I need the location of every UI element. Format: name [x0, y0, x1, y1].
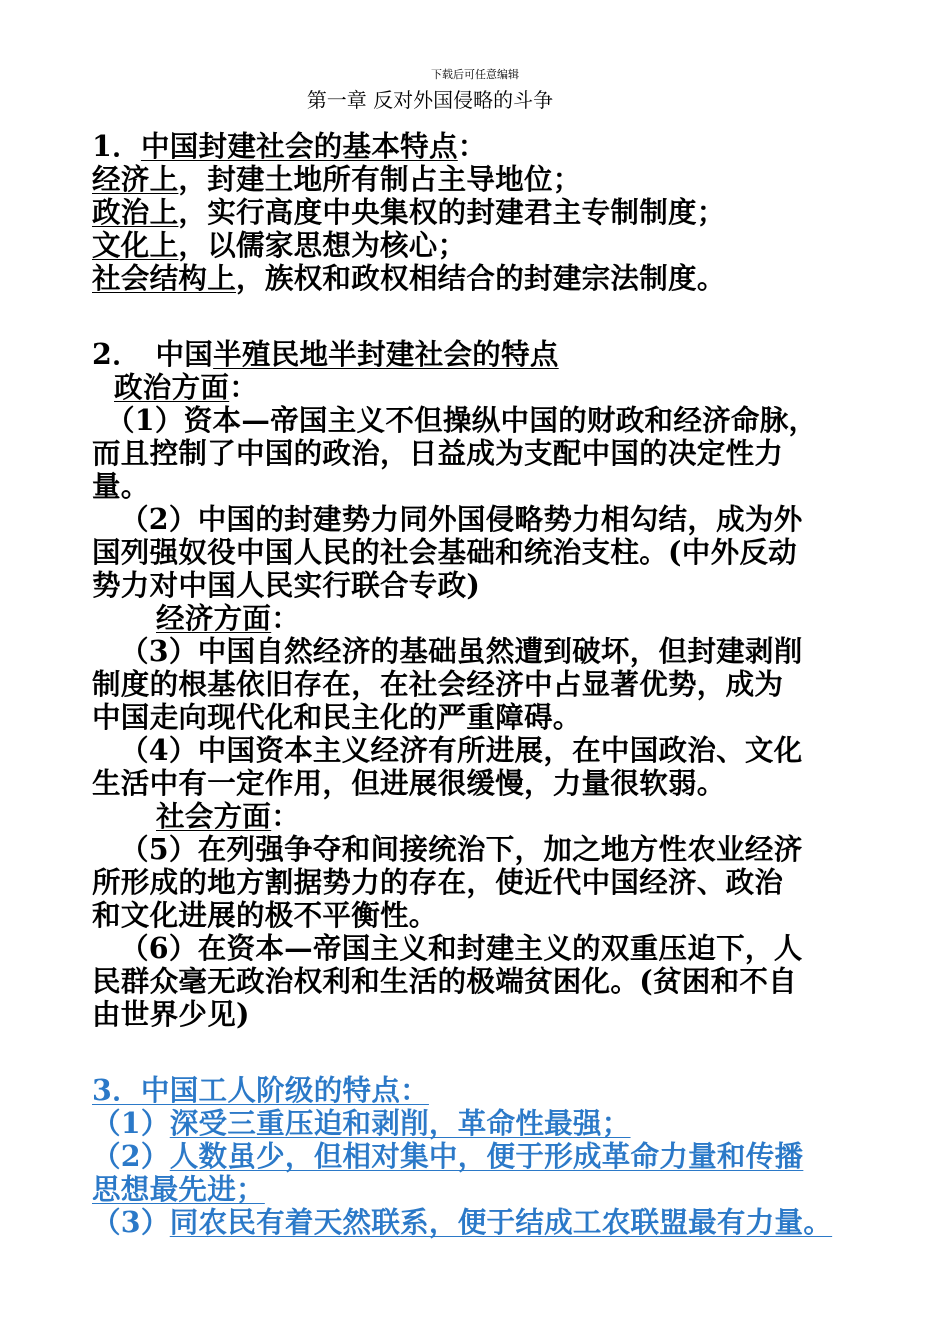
paragraph-1-line-1: （1）资本—帝国主义不但操纵中国的财政和经济命脉，	[106, 403, 818, 437]
paragraph-1-line-3: 量。	[92, 469, 150, 503]
paragraph-2-line-1: （2）中国的封建势力同外国侵略势力相勾结，成为外	[120, 502, 803, 536]
section1-item-culture: 文化上，以儒家思想为核心；	[92, 228, 467, 262]
paragraph-5-line-1: （5）在列强争夺和间接统治下，加之地方性农业经济	[120, 832, 803, 866]
section2-heading-text: 半殖民地半封建社会的特点	[213, 337, 559, 371]
section1-heading: 1．中国封建社会的基本特点：	[92, 129, 487, 163]
section3-heading: 3．中国工人阶级的特点：	[92, 1073, 429, 1107]
paragraph-4-line-1: （4）中国资本主义经济有所进展，在中国政治、文化	[120, 733, 803, 767]
political-aspect-label: 政治方面：	[114, 370, 259, 404]
paragraph-1-line-2: 而且控制了中国的政治，日益成为支配中国的决定性力	[92, 436, 784, 470]
header-note: 下载后可任意编辑	[431, 68, 519, 81]
paragraph-5-line-3: 和文化进展的极不平衡性。	[92, 898, 438, 932]
section3-item-3: （3）同农民有着天然联系，便于结成工农联盟最有力量。	[92, 1205, 833, 1239]
paragraph-6-line-2: 民群众毫无政治权利和生活的极端贫困化。(贫困和不自	[92, 964, 797, 998]
paragraph-6-line-3: 由世界少见)	[92, 997, 250, 1031]
section2-heading: 2． 中国半殖民地半封建社会的特点	[92, 337, 559, 371]
paragraph-2-line-2: 国列强奴役中国人民的社会基础和统治支柱。(中外反动	[92, 535, 797, 569]
section1-item-politics: 政治上，实行高度中央集权的封建君主专制制度；	[92, 195, 726, 229]
paragraph-3-line-1: （3）中国自然经济的基础虽然遭到破坏，但封建剥削	[120, 634, 803, 668]
section3-item-1: （1）深受三重压迫和剥削，革命性最强；	[92, 1106, 631, 1140]
paragraph-5-line-2: 所形成的地方割据势力的存在，使近代中国经济、政治	[92, 865, 784, 899]
section1-item-society: 社会结构上，族权和政权相结合的封建宗法制度。	[92, 261, 726, 295]
document-body	[92, 130, 902, 1239]
paragraph-4-line-2: 生活中有一定作用，但进展很缓慢，力量很软弱。	[92, 766, 726, 800]
economic-aspect-label: 经济方面：	[156, 601, 301, 635]
chapter-title: 第一章 反对外国侵略的斗争	[306, 88, 554, 112]
social-aspect-label: 社会方面：	[156, 799, 301, 833]
paragraph-6-line-1: （6）在资本—帝国主义和封建主义的双重压迫下，人	[120, 931, 803, 965]
paragraph-2-line-3: 势力对中国人民实行联合专政)	[92, 568, 481, 602]
section1-heading-text: 中国封建社会的基本特点	[140, 129, 458, 163]
section3-item-2-line-1: （2）人数虽少，但相对集中，便于形成革命力量和传播	[92, 1139, 804, 1173]
paragraph-3-line-2: 制度的根基依旧存在，在社会经济中占显著优势，成为	[92, 667, 784, 701]
section3-item-2-line-2: 思想最先进；	[92, 1172, 265, 1206]
paragraph-3-line-3: 中国走向现代化和民主化的严重障碍。	[92, 700, 582, 734]
section1-item-economy: 经济上，封建土地所有制占主导地位；	[92, 162, 582, 196]
